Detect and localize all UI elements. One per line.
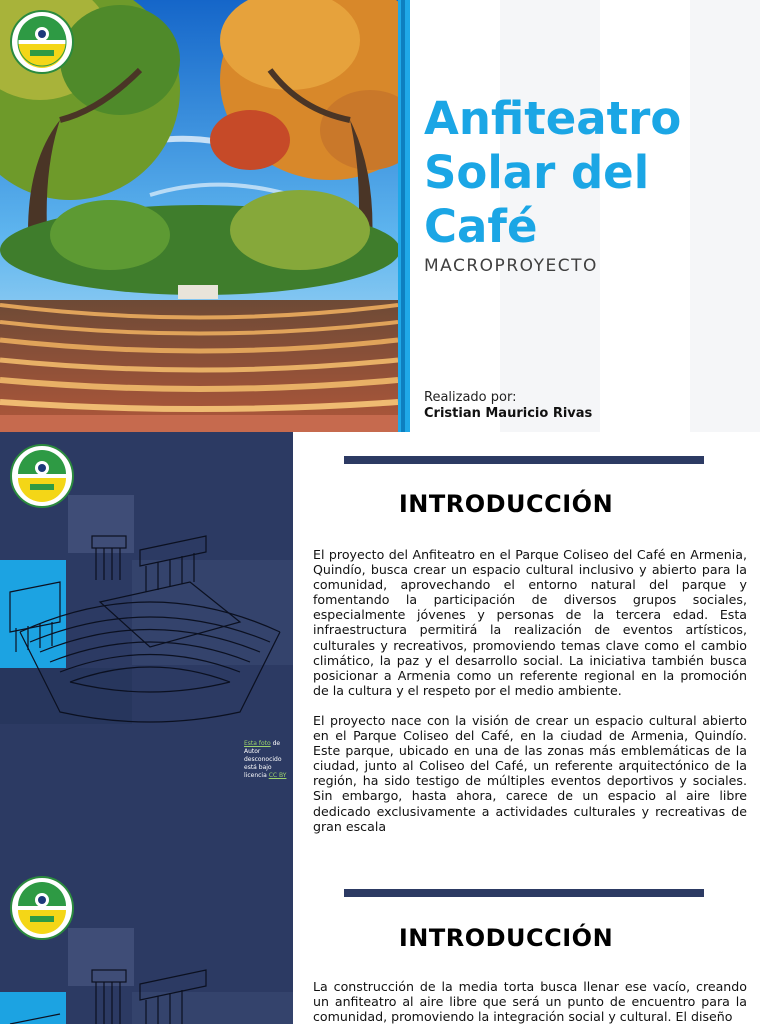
paragraph: La construcción de la media torta busca llenar ese vacío, creando un anfiteatro al aire libre que será un punto de encuentro para la comunidad, promoviendo la integración social y cultural. El diseño [313, 979, 747, 1024]
intro-slide-1 [0, 432, 768, 866]
institution-logo [10, 444, 74, 508]
title-slide [0, 0, 768, 432]
photo-credit-link[interactable]: Esta foto [244, 740, 271, 747]
section-heading: INTRODUCCIÓN [398, 490, 614, 518]
author-name: Cristian Mauricio Rivas [424, 406, 593, 421]
institution-logo [10, 10, 74, 74]
title-line: Anfiteatro [424, 92, 682, 145]
institution-logo [10, 876, 74, 940]
title-line: Solar del [424, 146, 650, 199]
intro-body [313, 547, 747, 834]
slide-title [424, 92, 764, 254]
section-heading: INTRODUCCIÓN [398, 924, 614, 952]
license-link[interactable]: CC BY [268, 772, 287, 779]
paragraph: El proyecto del Anfiteatro en el Parque Coliseo del Café en Armenia, Quindío, busca crear un espacio cultural inclusivo y abierto para la comunidad, aprovechando el entorno natural del parque y fomentando la participación de diversos grupos sociales, especialmente jóvenes y personas de la tercera edad. Esta infraestructura permitirá la realización de eventos artísticos, culturales y recreativos, promoviendo temas clave como el cambio climático, la paz y el desarrollo social. La iniciativa también busca posicionar a Armenia como un referente regional en la promoción de la cultura y el respeto por el medio ambiente. [313, 547, 747, 698]
paragraph: El proyecto nace con la visión de crear un espacio cultural abierto en el Parque Coliseo del Café, en la ciudad de Armenia, Quindío. Este parque, ubicado en una de las zonas más emblemáticas de la ciudad, junto al Coliseo del Café, un referente arquitectónico de la región, ha sido testigo de múltiples eventos deportivos y sociales. Sin embargo, hasta ahora, carece de un espacio al aire libre dedicado exclusivamente a actividades culturales y recreativas de gran escala [313, 712, 747, 834]
photo-credit [244, 740, 288, 780]
byline-label: Realizado por: [424, 390, 517, 405]
intro-body [313, 979, 747, 1024]
slide-subtitle: MACROPROYECTO [424, 256, 598, 276]
intro-slide-2 [0, 866, 768, 1024]
divider-rule [344, 456, 704, 464]
accent-bar-inner [401, 0, 405, 432]
divider-rule [344, 889, 704, 897]
title-line: Café [424, 200, 538, 253]
photo-credit-text: de Autor desconocido está bajo licencia [244, 740, 282, 779]
